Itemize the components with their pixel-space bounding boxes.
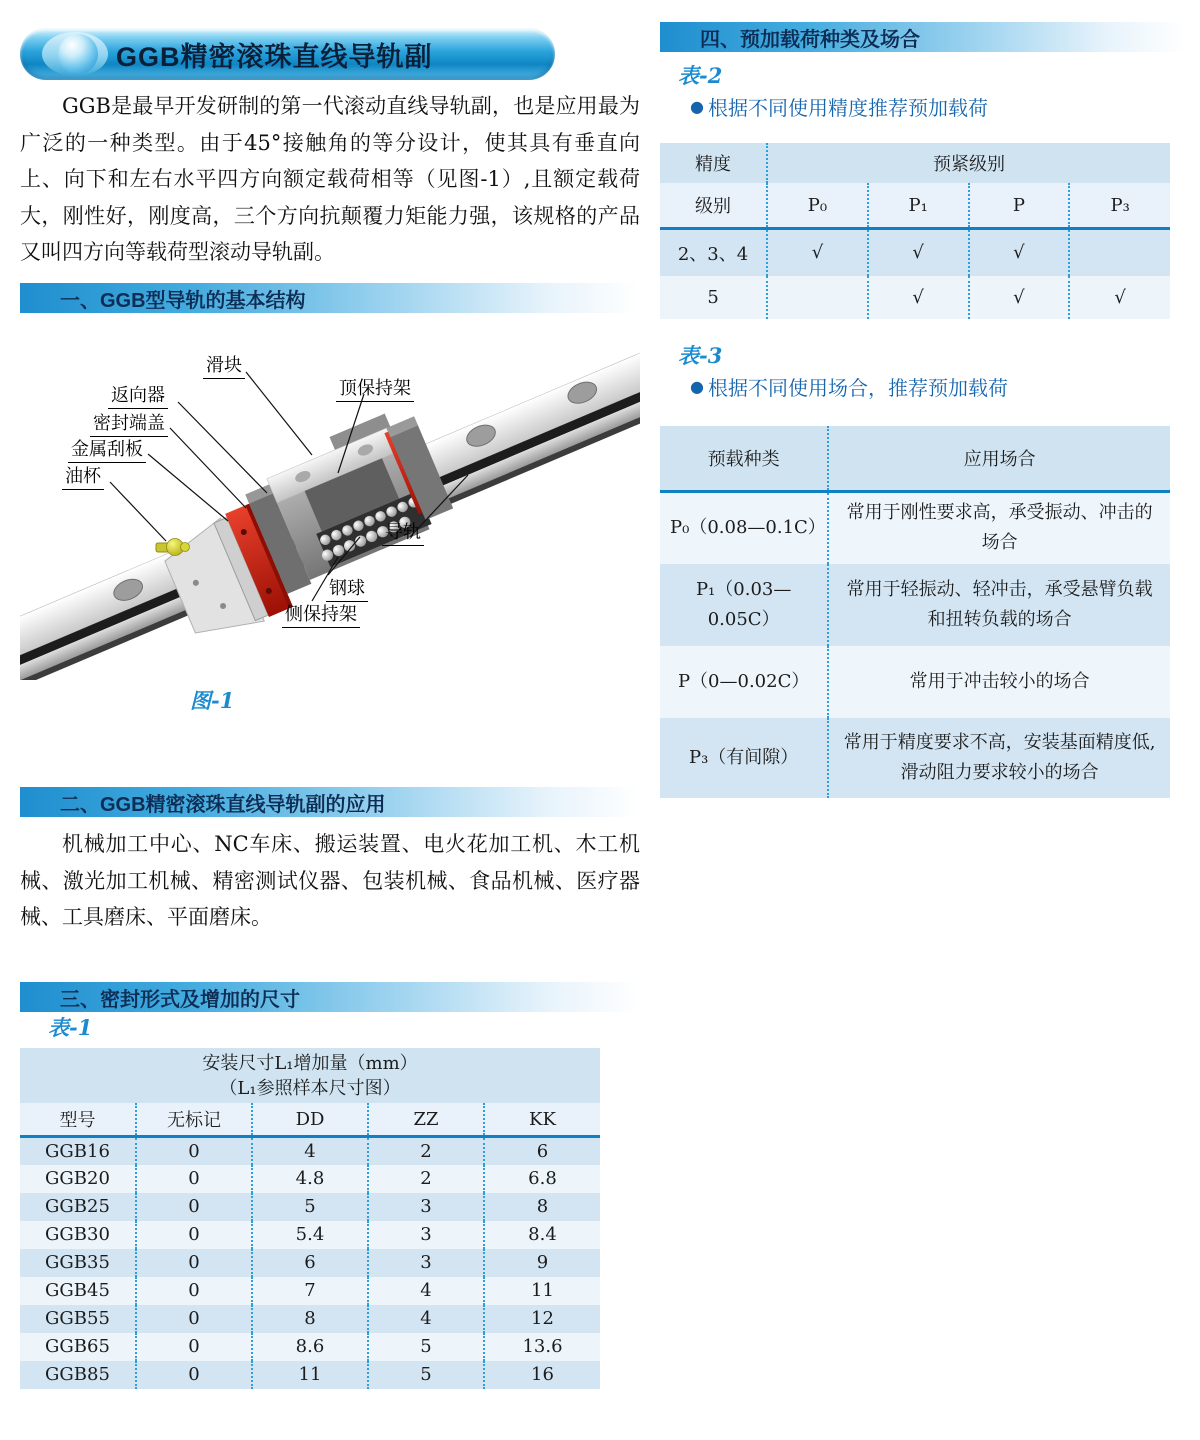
table-cell: P₁（0.03—0.05C） [695,578,792,630]
table-cell: 8 [484,1193,600,1221]
table3-bullet-text: 根据不同使用场合，推荐预加载荷 [707,376,1008,400]
table-cell: 6 [252,1249,368,1277]
table1-col-header: ZZ [368,1103,484,1137]
table1-col-header: DD [252,1103,368,1137]
table-cell: 常用于刚性要求高，承受振动、冲击的场合 [828,492,1170,564]
table2-preload-class-header: 预紧级别 [767,143,1170,183]
table-cell [1069,229,1170,276]
page-title: GGB精密滚珠直线导轨副 [116,41,433,72]
title-banner [20,28,555,80]
table-cell: 5.4 [252,1221,368,1249]
section2-heading: 二、GGB精密滚珠直线导轨副的应用 [20,787,640,817]
table-cell: 6.8 [484,1165,600,1193]
table-cell: GGB16 [20,1137,136,1165]
figure-label-metal-scraper: 金属刮板 [68,435,146,463]
table-cell: 5 [707,286,719,308]
table3-col-header: 应用场合 [828,426,1170,492]
sphere-logo-icon [42,32,108,76]
table-cell: 11 [484,1277,600,1305]
preload-by-application-table [660,426,1170,798]
table-row [20,1333,600,1361]
table-cell: 4.8 [252,1165,368,1193]
table-cell: 5 [252,1193,368,1221]
table-cell: 3 [368,1193,484,1221]
table-row [660,229,1170,276]
table-cell: 常用于精度要求不高，安装基面精度低,滑动阻力要求较小的场合 [828,718,1170,798]
table-cell: 0 [136,1249,252,1277]
table-cell: 3 [368,1249,484,1277]
table-cell: √ [969,276,1070,319]
figure-label-side-cage: 侧保持架 [282,600,360,628]
figure-label-slider: 滑块 [203,351,245,379]
table-cell: GGB20 [45,1168,110,1189]
table1-col-header: 无标记 [136,1103,252,1137]
table-row [660,276,1170,319]
table-cell: 4 [368,1305,484,1333]
table-cell: 2 [368,1137,484,1165]
table-cell: P（0—0.02C） [677,670,810,692]
sphere-logo-ball [58,34,98,74]
table-cell: 0 [136,1305,252,1333]
section4-heading: 四、预加载荷种类及场合 [660,22,1185,52]
table2-bullet-line [690,92,988,121]
table-cell: 9 [484,1249,600,1277]
table2-col-header: P [969,183,1070,229]
table1-title-row [20,1048,600,1103]
table2-col-header: P₃ [1069,183,1170,229]
table-cell: 8.6 [252,1333,368,1361]
table1-col-header: KK [484,1103,600,1137]
seal-dimension-table [20,1048,600,1389]
table-cell: P₀（0.08—0.1C） [660,492,828,564]
table-cell: 5 [368,1361,484,1389]
table-cell: 常用于轻振动、轻冲击，承受悬臂负载和扭转负载的场合 [828,564,1170,646]
figure-label-top-cage: 顶保持架 [336,374,414,402]
table-cell: P₃（有间隙） [688,746,799,768]
figure-label-oil-cup: 油杯 [62,462,104,490]
table-row [660,564,1170,646]
table1-header-row [20,1103,600,1137]
table-cell: 3 [368,1221,484,1249]
table-row [20,1249,600,1277]
table-cell: 2 [368,1165,484,1193]
table-cell [767,276,868,319]
table-row [20,1361,600,1389]
table2-bullet-text: 根据不同使用精度推荐预加载荷 [707,96,988,120]
applications-paragraph: 机械加工中心、NC车床、搬运装置、电火花加工机、木工机械、激光加工机械、精密测试仪器、包装机械、食品机械、医疗器械、工具磨床、平面磨床。 [20,832,640,929]
table3-label: 表-3 [678,343,723,368]
table-row [660,646,1170,718]
figure-1 [20,325,640,725]
figure-label-return-unit: 返向器 [108,381,168,409]
table2-precision-header: 精度 [660,143,767,183]
table2-col-header: P₀ [767,183,868,229]
table2-header-row2 [660,183,1170,229]
bullet-icon: ● [690,96,704,116]
table2-col-header: P₁ [868,183,969,229]
figure-label-rail: 导轨 [382,518,424,546]
table-row [20,1193,600,1221]
table-cell: 0 [136,1165,252,1193]
table-row [20,1277,600,1305]
table-cell: 0 [136,1361,252,1389]
preload-by-precision-table [660,143,1170,319]
table-row [660,718,1170,798]
table-cell: 4 [252,1137,368,1165]
table-cell: 8.4 [484,1221,600,1249]
table1-title-line1: 安装尺寸L₁增加量（mm） [202,1052,418,1074]
table-cell: 2、3、4 [660,229,767,276]
table-cell: GGB65 [45,1336,110,1357]
table-cell: 0 [136,1193,252,1221]
table-cell: 4 [368,1277,484,1305]
table-cell: 13.6 [484,1333,600,1361]
table-cell: 12 [484,1305,600,1333]
table-cell: 7 [252,1277,368,1305]
table-cell: GGB35 [45,1252,110,1273]
table-cell: 16 [484,1361,600,1389]
figure-label-seal-end-cap: 密封端盖 [90,409,168,437]
table-cell: √ [1069,276,1170,319]
table-cell: GGB45 [45,1280,110,1301]
table-cell: GGB55 [45,1308,110,1329]
table1-title-cell [20,1048,600,1103]
table-cell: 0 [136,1277,252,1305]
figure-label-steel-ball: 钢球 [326,574,368,602]
table-row [20,1305,600,1333]
table1-label: 表-1 [48,1015,93,1040]
table3-header-row [660,426,1170,492]
table-cell: √ [868,276,969,319]
table-cell: √ [767,229,868,276]
table-row [660,492,1170,564]
table-row [20,1165,600,1193]
table-cell: √ [868,229,969,276]
table2-label: 表-2 [678,63,723,88]
bullet-icon: ● [690,376,704,396]
table-cell: GGB25 [45,1196,110,1217]
table2-header-row1 [660,143,1170,183]
figure-caption: 图-1 [190,688,235,713]
table3-bullet-line [690,372,1008,401]
table-cell: GGB30 [45,1224,110,1245]
table2-grade-header: 级别 [660,183,767,229]
intro-paragraph: GGB是最早开发研制的第一代滚动直线导轨副，也是应用最为广泛的一种类型。由于45°接触角的等分设计，使其具有垂直向上、向下和左右水平四方向额定载荷相等（见图-1）,且额定载荷大，刚性好，刚度高，三个方向抗颠覆力矩能力强，该规格的产品又叫四方向等载荷型滚动导轨副。 [20,94,640,264]
table-cell: 0 [136,1221,252,1249]
section3-heading: 三、密封形式及增加的尺寸 [20,982,640,1012]
table-row [20,1137,600,1165]
table-row [20,1221,600,1249]
table-cell: 5 [368,1333,484,1361]
table-cell: 0 [136,1333,252,1361]
section1-heading: 一、GGB型导轨的基本结构 [20,283,640,313]
table-cell: GGB85 [45,1364,110,1385]
table1-title-line2: （L₁参照样本尺寸图） [219,1077,401,1099]
table-cell: 8 [252,1305,368,1333]
table3-col-header: 预载种类 [660,426,828,492]
table-cell: 11 [252,1361,368,1389]
table-cell: 常用于冲击较小的场合 [828,646,1170,718]
table-cell: √ [969,229,1070,276]
table-cell: 6 [484,1137,600,1165]
table1-col-header: 型号 [20,1103,136,1137]
table-cell: 0 [136,1137,252,1165]
